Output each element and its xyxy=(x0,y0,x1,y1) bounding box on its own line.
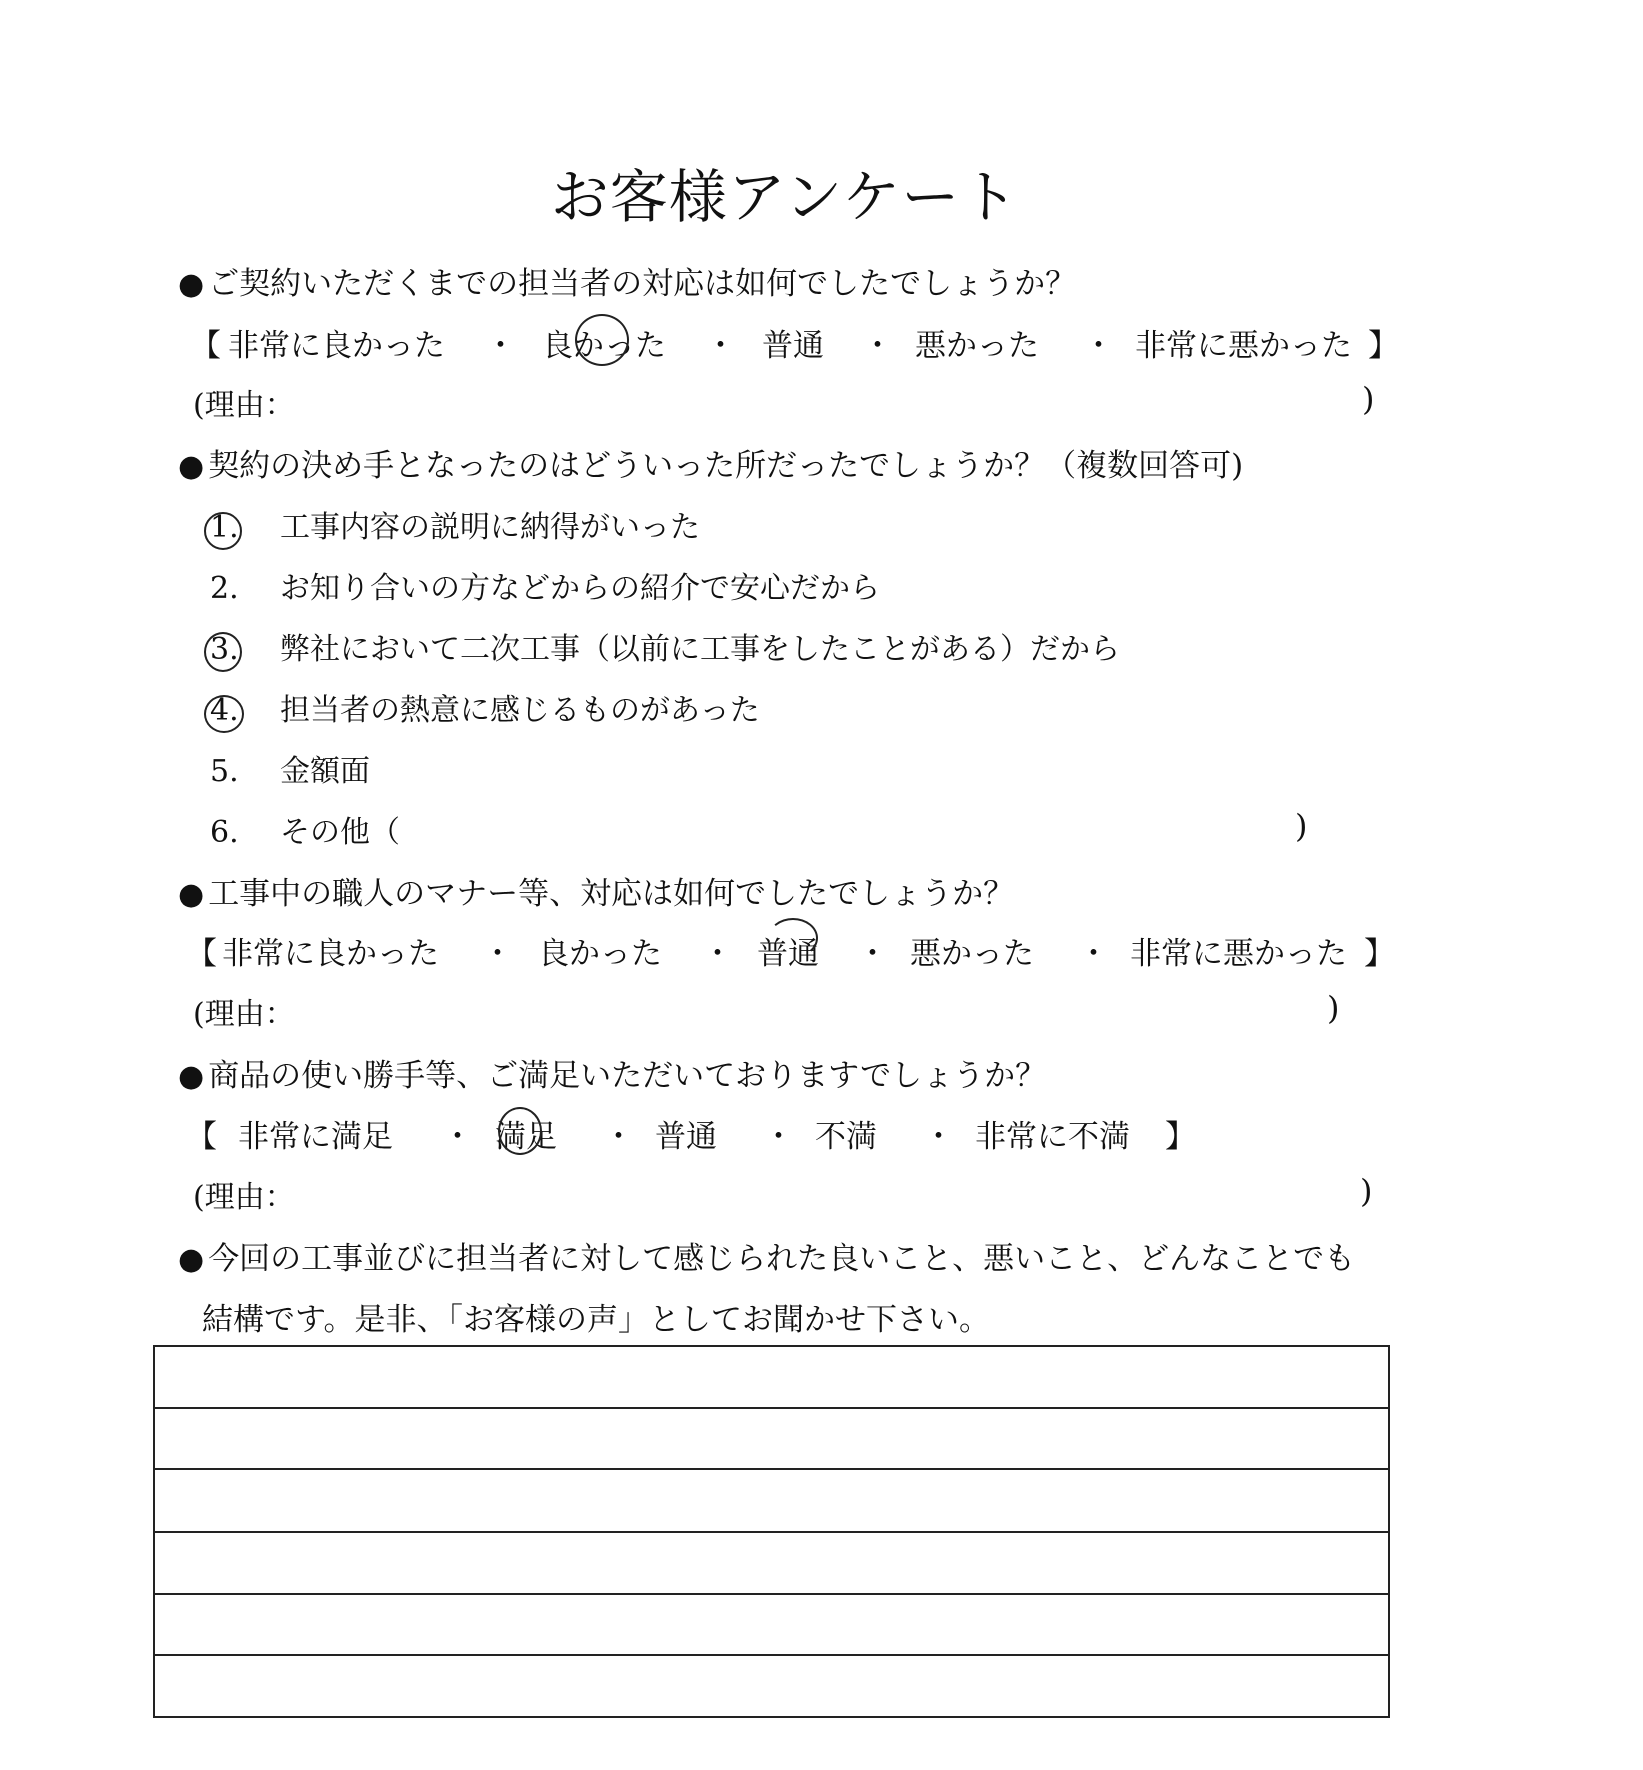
bullet-icon: ● xyxy=(178,1242,205,1277)
choice-number: 6. xyxy=(210,815,239,850)
choice-text: 工事内容の説明に納得がいった xyxy=(280,510,700,545)
option-very-bad[interactable]: 非常に悪かった xyxy=(1130,936,1347,972)
question-5-text-line1: 今回の工事並びに担当者に対して感じられた良いこと、悪いこと、どんなことでも xyxy=(208,1241,1356,1277)
option-good[interactable]: 良かった xyxy=(542,328,666,364)
option-bad[interactable]: 悪かった xyxy=(910,936,1034,972)
choice-text: 金額面 xyxy=(280,754,370,789)
choice-text: 弊社において二次工事（以前に工事をしたことがある）だから xyxy=(280,632,1120,667)
choice-item-2[interactable] xyxy=(210,563,880,607)
free-comment-box[interactable] xyxy=(153,1345,1390,1718)
separator: ・ xyxy=(862,328,893,364)
question-5 xyxy=(178,1233,1355,1278)
option-very-satisfied[interactable]: 非常に満足 xyxy=(238,1119,393,1155)
reason-label-1: (理由： xyxy=(193,388,295,423)
bullet-icon: ● xyxy=(178,449,205,484)
question-5-text-line2: 結構です。是非、「お客様の声」としてお聞かせ下さい。 xyxy=(202,1302,991,1338)
separator: ・ xyxy=(442,1119,473,1155)
reason-close-paren-4: ) xyxy=(1360,1172,1373,1210)
bracket-open: 【 xyxy=(186,936,217,972)
ruled-line xyxy=(155,1531,1388,1533)
reason-close-paren-1: ) xyxy=(1362,380,1375,418)
option-very-dissatisfied[interactable]: 非常に不満 xyxy=(975,1119,1130,1155)
bullet-icon: ● xyxy=(178,1059,205,1094)
option-bad[interactable]: 悪かった xyxy=(915,328,1039,364)
bracket-close: 】 xyxy=(1165,1119,1196,1155)
separator: ・ xyxy=(482,936,513,972)
choice-text: その他（ xyxy=(280,815,400,850)
choice-item-1[interactable] xyxy=(210,502,700,546)
question-3 xyxy=(178,868,1014,913)
separator: ・ xyxy=(603,1119,634,1155)
reason-label-3: (理由： xyxy=(193,997,295,1032)
ruled-line xyxy=(155,1593,1388,1595)
question-2-text: 契約の決め手となったのはどういった所だったでしょうか？（複数回答可) xyxy=(208,448,1244,484)
bracket-close: 】 xyxy=(1364,936,1395,972)
bullet-icon: ● xyxy=(178,877,205,912)
choice-number: 3. xyxy=(210,632,239,667)
option-normal[interactable]: 普通 xyxy=(757,936,819,972)
rating-options-4 xyxy=(0,1111,1643,1155)
bracket-open: 【 xyxy=(186,1119,217,1155)
choice-item-5[interactable] xyxy=(210,746,370,790)
bracket-close: 】 xyxy=(1368,328,1399,364)
option-satisfied[interactable]: 満足 xyxy=(495,1119,557,1155)
choice-item-6[interactable] xyxy=(210,807,400,851)
rating-options-1 xyxy=(0,320,1643,364)
question-1-text: ご契約いただくまでの担当者の対応は如何でしたでしょうか？ xyxy=(208,266,1077,302)
choice-item-4[interactable] xyxy=(210,685,760,729)
separator: ・ xyxy=(485,328,516,364)
separator: ・ xyxy=(763,1119,794,1155)
separator: ・ xyxy=(702,936,733,972)
separator: ・ xyxy=(1083,328,1114,364)
option-very-bad[interactable]: 非常に悪かった xyxy=(1135,328,1352,364)
choice-item-3[interactable] xyxy=(210,624,1120,668)
choice-text: 担当者の熱意に感じるものがあった xyxy=(280,693,760,728)
option-good[interactable]: 良かった xyxy=(538,936,662,972)
bullet-icon: ● xyxy=(178,267,205,302)
choice-number: 4. xyxy=(210,693,239,728)
question-1 xyxy=(178,258,1076,303)
ruled-line xyxy=(155,1468,1388,1470)
other-close-paren: ) xyxy=(1295,807,1308,845)
question-4 xyxy=(178,1050,1046,1095)
survey-title: お客様アンケート xyxy=(550,163,1020,231)
choice-number: 5. xyxy=(210,754,239,789)
separator: ・ xyxy=(705,328,736,364)
question-2 xyxy=(178,440,1243,485)
rating-options-3 xyxy=(0,928,1643,972)
option-very-good[interactable]: 非常に良かった xyxy=(222,936,439,972)
option-very-good[interactable]: 非常に良かった xyxy=(228,328,445,364)
question-4-text: 商品の使い勝手等、ご満足いただいておりますでしょうか？ xyxy=(208,1058,1047,1094)
separator: ・ xyxy=(857,936,888,972)
choice-number: 1. xyxy=(210,510,239,545)
reason-close-paren-3: ) xyxy=(1327,989,1340,1027)
ruled-line xyxy=(155,1654,1388,1656)
choice-number: 2. xyxy=(210,571,239,606)
option-dissatisfied[interactable]: 不満 xyxy=(815,1119,877,1155)
question-3-text: 工事中の職人のマナー等、対応は如何でしたでしょうか？ xyxy=(208,876,1015,912)
choice-text: お知り合いの方などからの紹介で安心だから xyxy=(280,571,880,606)
separator: ・ xyxy=(1078,936,1109,972)
separator: ・ xyxy=(923,1119,954,1155)
option-normal[interactable]: 普通 xyxy=(655,1119,717,1155)
option-normal[interactable]: 普通 xyxy=(762,328,824,364)
bracket-open: 【 xyxy=(190,328,221,364)
ruled-line xyxy=(155,1407,1388,1409)
reason-label-4: (理由： xyxy=(193,1180,295,1215)
